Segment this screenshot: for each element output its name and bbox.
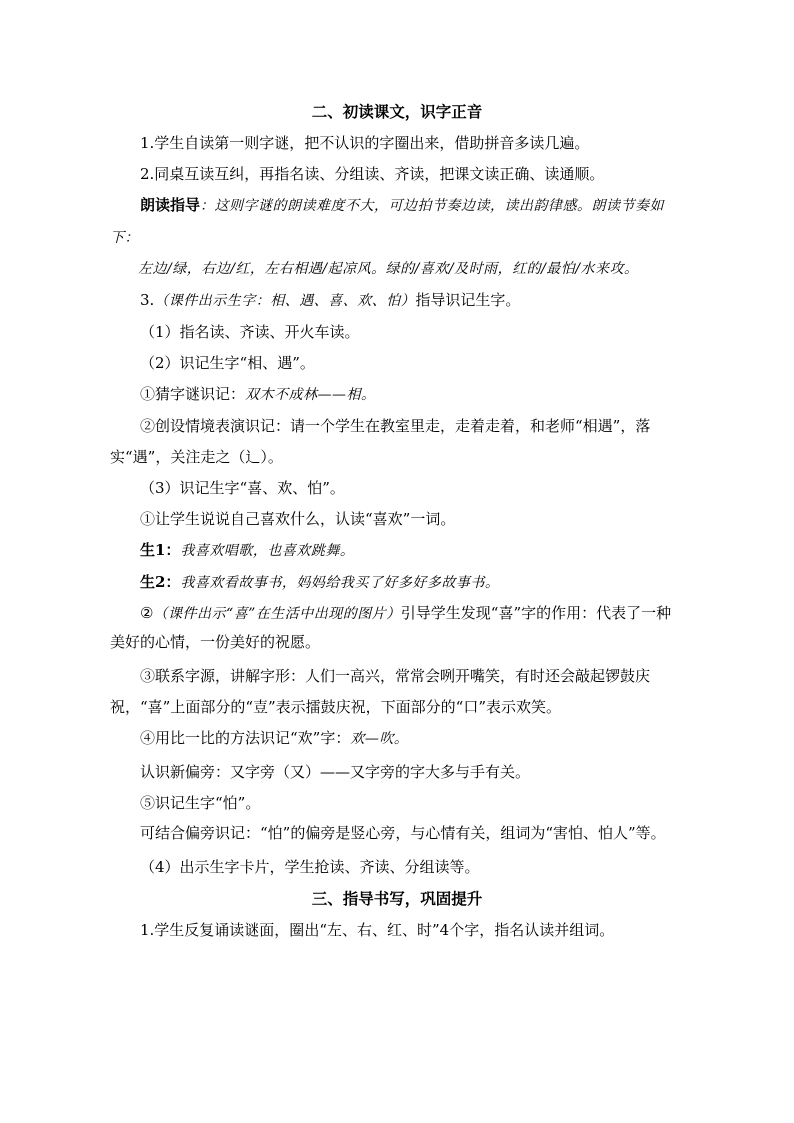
section-heading-3: 三、指导书写，巩固提升 xyxy=(311,889,483,908)
compare-huan-example: 欢—吹。 xyxy=(350,731,409,747)
reading-guide-label: 朗读指导 xyxy=(140,196,201,214)
compare-huan-text: ④用比一比的方法识记“欢”字： xyxy=(140,729,351,747)
reading-guide-text: ：这则字谜的朗读难度不大，可边拍节奏边读，读出韵律感。朗读节奏如下： xyxy=(110,198,665,246)
radical-memory: 可结合偏旁识记：“怕”的偏旁是竖心旁，与心情有关，组词为“害怕、怕人”等。 xyxy=(140,824,666,842)
compare-huan xyxy=(110,723,684,755)
xi-usage-note: （课件出示“喜”在生活中出现的图片） xyxy=(153,606,401,622)
sub-step-1: （1）指名读、齐读、开火车读。 xyxy=(140,323,360,341)
riddle-memory-text: 双木不成林——相。 xyxy=(245,387,376,403)
item-number: 3. xyxy=(140,291,155,309)
student-answer-1 xyxy=(110,535,684,567)
student-answer-2 xyxy=(110,567,684,599)
xi-usage-number: ② xyxy=(140,604,154,622)
riddle-memory-label: ①猜字谜识记： xyxy=(140,385,246,403)
paragraph-recite-riddle: 1.学生反复诵读谜面，圈出“左、右、红、时”4个字，指名认读并组词。 xyxy=(140,921,615,939)
student-label-1: 生1： xyxy=(140,541,181,559)
talk-about-likes: ①让学生说说自己喜欢什么，认读“喜欢”一词。 xyxy=(140,510,456,528)
paragraph-self-read: 1.学生自读第一则字谜，把不认识的字圈出来，借助拼音多读几遍。 xyxy=(140,134,590,152)
student-text-1: 我喜欢唱歌，也喜欢跳舞。 xyxy=(180,543,355,559)
student-text-2: 我喜欢看故事书，妈妈给我买了好多好多故事书。 xyxy=(180,575,500,591)
new-characters-text: 指导识记生字。 xyxy=(415,291,521,309)
student-label-2: 生2： xyxy=(140,573,181,591)
paragraph-reading-guide xyxy=(110,190,684,254)
new-radical: 认识新偏旁：又字旁（又）——又字旁的字大多与手有关。 xyxy=(140,763,531,781)
sub-step-3: （3）识记生字“喜、欢、怕”。 xyxy=(140,479,345,497)
xi-usage xyxy=(110,599,684,656)
sub-step-4: （4）出示生字卡片，学生抢读、齐读、分组读等。 xyxy=(140,858,480,876)
paragraph-new-characters xyxy=(110,285,684,317)
sub-step-2: （2）识记生字“相、遇”。 xyxy=(140,354,315,372)
courseware-note: （课件出示生字：相、遇、喜、欢、怕） xyxy=(154,293,416,309)
memorize-pa: ⑤识记生字“怕”。 xyxy=(140,794,261,812)
xi-usage-text: 引导学生发现“喜”字的作用：代表了一种美好的心情，一份美好的祝愿。 xyxy=(110,604,672,651)
paragraph-rhythm: 左边/绿，右边/红，左右相遇/起凉风。绿的/喜欢/及时雨，红的/最怕/水来攻。 xyxy=(138,261,639,277)
scenario-memory: ②创设情境表演识记：请一个学生在教室里走，走着走着，和老师“相遇”，落实“遇”，关注走之（辶）。 xyxy=(110,417,651,466)
riddle-memory xyxy=(110,379,684,411)
document-page xyxy=(110,96,684,946)
section-heading-2: 二、初读课文，识字正音 xyxy=(311,102,483,121)
character-origin: ③联系字源，讲解字形：人们一高兴，常常会咧开嘴笑，有时还会敲起锣鼓庆祝，“喜”上面部分的“壴”表示擂鼓庆祝，下面部分的“口”表示欢笑。 xyxy=(110,667,651,716)
paragraph-peer-read: 2.同桌互读互纠，再指名读、分组读、齐读，把课文读正确、读通顺。 xyxy=(140,165,605,183)
